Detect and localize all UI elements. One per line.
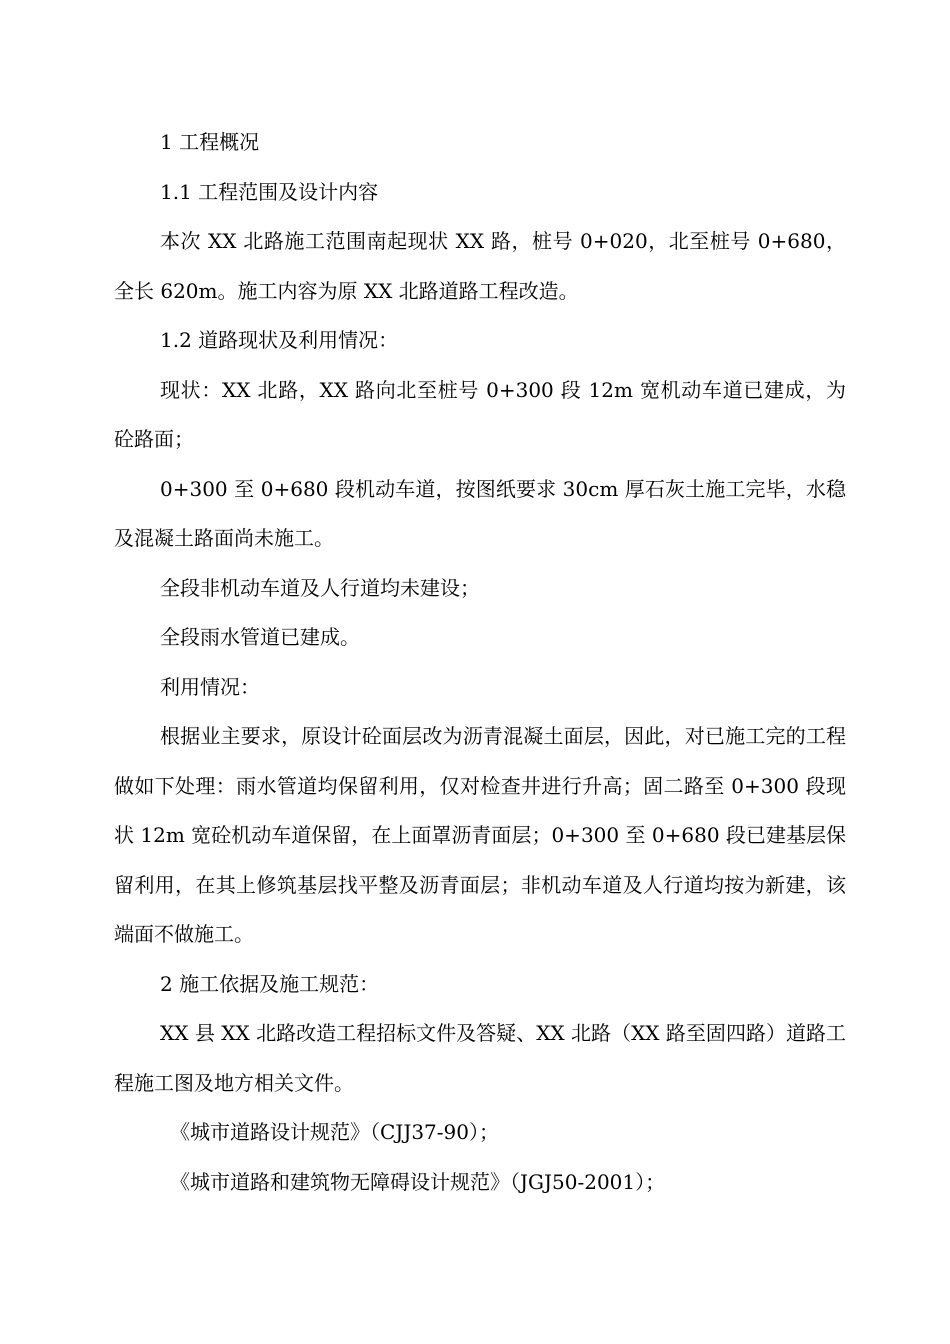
heading-section-1-1: 1.1 工程范围及设计内容 xyxy=(160,179,379,204)
paragraph-current-status: 现状：XX 北路，XX 路向北至桩号 0+300 段 12m 宽机动车道已建成，为砼路面； xyxy=(114,377,846,451)
heading-section-2: 2 施工依据及施工规范： xyxy=(160,971,380,996)
paragraph-motorway-status: 0+300 至 0+680 段机动车道，按图纸要求 30cm 厚石灰土施工完毕，水稳及混凝土路面尚未施工。 xyxy=(114,476,846,550)
reference-item: 《城市道路和建筑物无障碍设计规范》（JGJ50-2001）； xyxy=(170,1169,666,1194)
paragraph-basis: XX 县 XX 北路改造工程招标文件及答疑、XX 北路（XX 路至固四路）道路工程施工图及地方相关文件。 xyxy=(114,1021,846,1095)
paragraph-utilization-label: 利用情况： xyxy=(160,674,260,699)
document-body xyxy=(114,118,846,1207)
heading-section-1: 1 工程概况 xyxy=(160,130,260,154)
paragraph-scope: 本次 XX 北路施工范围南起现状 XX 路，桩号 0+020，北至桩号 0+680，全长 620m。施工内容为原 XX 北路道路工程改造。 xyxy=(114,229,846,303)
paragraph-drainage: 全段雨水管道已建成。 xyxy=(160,625,360,649)
paragraph-non-motor-lane: 全段非机动车道及人行道均未建设； xyxy=(160,575,480,600)
reference-item: 《城市道路设计规范》（CJJ37-90）； xyxy=(170,1120,499,1144)
paragraph-utilization-detail: 根据业主要求，原设计砼面层改为沥青混凝土面层，因此，对已施工完的工程做如下处理：雨水管道均保留利用，仅对检查井进行升高；固二路至 0+300 段现状 12m 宽砼机动车道保留，在上面罩沥青面层；0+300 至 0+680 段已建基层保留利用，在其上修筑基层找平整及沥青面层；非机动车道及人行道均按为新建，该端面不做施工。 xyxy=(114,724,846,946)
heading-section-1-2: 1.2 道路现状及利用情况： xyxy=(160,328,399,352)
